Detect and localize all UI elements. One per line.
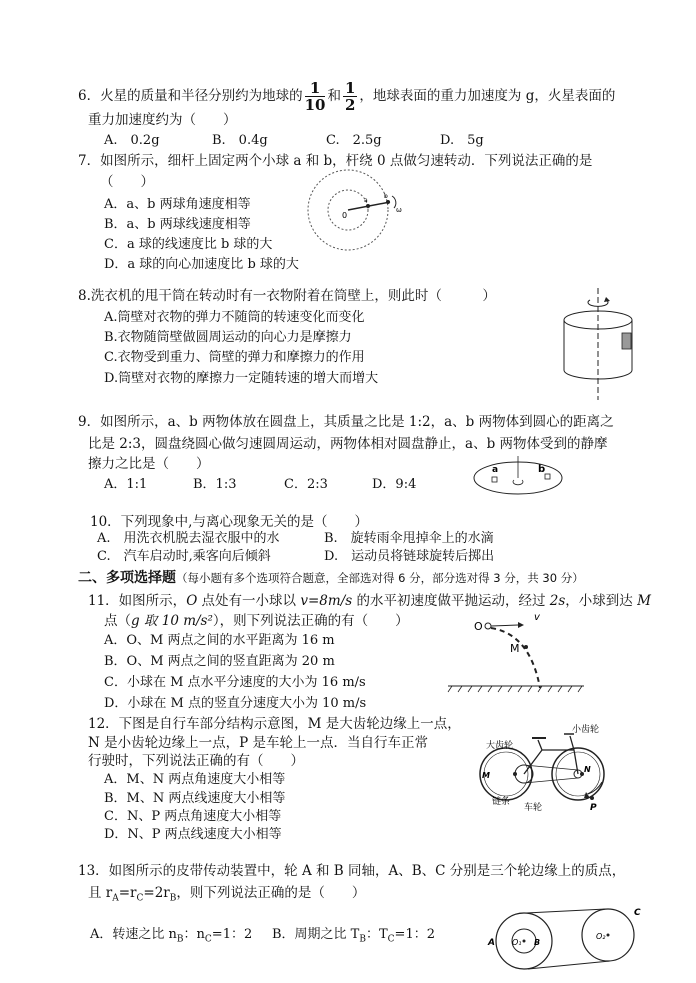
q11-projectile-figure [448, 612, 588, 692]
q8-option-c: C.衣物受到重力、筒壁的弹力和摩擦力的作用 [104, 350, 365, 365]
q7-fig-label-a: a [364, 197, 368, 204]
q12-fig-label-big-gear: 大齿轮 [486, 741, 514, 751]
q7-line1: 7．如图所示，细杆上固定两个小球 a 和 b，杆绕 0 点做匀速转动．下列说法正确的是 [78, 153, 593, 169]
q9-fig-label-a: a [492, 465, 499, 475]
q10-option-b: B. 旋转雨伞甩掉伞上的水滴 [324, 531, 494, 546]
q12-line1: 12．下图是自行车部分结构示意图，M 是大齿轮边缘上一点， [88, 716, 461, 732]
q8-option-b: B.衣物随筒壁做圆周运动的向心力是摩擦力 [104, 330, 352, 345]
q13-fig-label-b: B [534, 938, 541, 947]
q12-option-b: B．M、N 两点线速度大小相等 [104, 791, 286, 806]
q11-fig-label-v: v [534, 612, 540, 623]
q12-fig-label-chain: 链条 [492, 797, 511, 807]
q12-fig-label-p: P [590, 803, 597, 813]
q11-option-d: D．小球在 M 点的竖直分速度大小为 10 m/s [104, 696, 367, 711]
q11-option-a: A．O、M 两点之间的水平距离为 16 m [104, 633, 335, 648]
q11-fig-label-o: O [474, 620, 483, 633]
q7-option-c: C．a 球的线速度比 b 球的大 [104, 237, 273, 252]
q7-option-b: B．a、b 两球线速度相等 [104, 217, 251, 232]
q6-option-c: C. 2.5g [326, 133, 382, 148]
q12-option-d: D．N、P 两点线速度大小相等 [104, 827, 282, 842]
q12-fig-label-wheel: 车轮 [524, 803, 543, 813]
q11-option-c: C．小球在 M 点水平分速度的大小为 16 m/s [104, 675, 366, 690]
q8-washing-drum-figure [560, 288, 650, 403]
q10-option-d: D. 运动员将链球旋转后掷出 [324, 549, 495, 564]
q11-fig-label-m: M [510, 642, 520, 655]
q9-option-b: B．1:3 [193, 477, 237, 492]
q9-disc-figure [470, 450, 570, 500]
q7-option-d: D．a 球的向心加速度比 b 球的大 [104, 257, 299, 272]
q7-option-a: A．a、b 两球角速度相等 [104, 197, 251, 212]
q12-fig-label-m: M [482, 771, 490, 780]
q10-line1: 10．下列现象中,与离心现象无关的是（ ） [90, 514, 368, 530]
q11-line1: 11．如图所示，O 点处有一小球以 v=8m/s 的水平初速度做平抛运动，经过 2s，小球到达 M [88, 593, 651, 609]
q6-text-pre: 6．火星的质量和半径分别约为地球的 [78, 88, 303, 104]
q7-fig-label-o: 0 [342, 211, 348, 220]
q6-option-a: A. 0.2g [104, 133, 160, 148]
q13-belt-drive-figure [488, 905, 648, 977]
q12-option-c: C．N、P 两点角速度大小相等 [104, 809, 282, 824]
q12-line2: N 是小齿轮边缘上一点，P 是车轮上一点．当自行车正常 [88, 735, 428, 751]
q11-line2: 点（g 取 10 m/s²），则下列说法正确的有（ ） [104, 613, 409, 629]
q6-fraction-1: $\frac{1}{10}$ [304, 79, 326, 114]
q6-text-post: ，地球表面的重力加速度为 g，火星表面的 [359, 88, 616, 104]
q9-fig-label-b: b [538, 464, 546, 475]
q7-fig-label-omega: ω [396, 206, 402, 214]
q10-option-c: C. 汽车启动时,乘客向后倾斜 [97, 549, 271, 564]
q13-option-a: A．转速之比 $n_B$：$n_C=1$：2 [90, 927, 253, 945]
q12-fig-label-n: N [584, 765, 591, 774]
q8-line1: 8.洗衣机的甩干筒在转动时有一衣物附着在筒壁上，则此时（ ） [78, 288, 496, 304]
section-note: （每小题有多个选项符合题意，全部选对得 6 分，部分选对得 3 分，共 30 分） [176, 571, 584, 585]
q7-fig-label-b: b [384, 193, 388, 200]
q13-fig-label-c: C [634, 908, 641, 918]
q13-fig-label-o2: O₂ [596, 932, 606, 941]
q9-line3: 擦力之比是（ ） [88, 456, 210, 472]
q13-line1: 13．如图所示的皮带传动装置中，轮 A 和 B 同轴，A、B、C 分别是三个轮边缘上的质点， [78, 863, 626, 879]
q7-rotating-rod-figure [300, 168, 420, 268]
q9-line2: 比是 2:3，圆盘绕圆心做匀速圆周运动，两物体相对圆盘静止，a、b 两物体受到的静摩 [88, 436, 608, 452]
q12-fig-label-small-gear: 小齿轮 [572, 725, 600, 735]
q13-line2: 且 $r_A=r_C=2r_B$，则下列说法正确的是（ ） [88, 885, 366, 904]
q13-fig-label-o1: O₁ [512, 938, 522, 947]
q6-line1: 6．火星的质量和半径分别约为地球的 $\frac{1}{10}$ 和 $\frac{1}{2}$ ，地球表面的重力加速度为 g，火星表面的 [78, 79, 616, 114]
q11-option-b: B．O、M 两点之间的竖直距离为 20 m [104, 654, 335, 669]
q13-option-b: B．周期之比 $T_B$：$T_C=1$：2 [272, 927, 435, 945]
q6-fraction-2: $\frac{1}{2}$ [344, 79, 356, 114]
q9-option-a: A．1:1 [104, 477, 148, 492]
q10-option-a: A. 用洗衣机脱去湿衣服中的水 [97, 531, 280, 546]
q7-line2: （ ） [100, 174, 154, 190]
q13-fig-label-a: A [488, 938, 495, 948]
q8-option-a: A.筒壁对衣物的弹力不随筒的转速变化而变化 [104, 310, 365, 325]
q12-option-a: A．M、N 两点角速度大小相等 [104, 772, 286, 787]
q12-bicycle-figure [478, 722, 613, 814]
q12-line3: 行驶时，下列说法正确的有（ ） [88, 753, 304, 769]
section-multiple-choice-title: 二、多项选择题（每小题有多个选项符合题意，全部选对得 6 分，部分选对得 3 分，共 30 分） [78, 570, 584, 586]
q8-option-d: D.筒壁对衣物的摩擦力一定随转速的增大而增大 [104, 371, 379, 386]
q6-option-d: D. 5g [440, 133, 484, 148]
q6-line2: 重力加速度约为（ ） [88, 112, 237, 128]
q6-option-b: B. 0.4g [212, 133, 268, 148]
q9-option-c: C．2:3 [284, 477, 328, 492]
q9-option-d: D．9:4 [372, 477, 417, 492]
q9-line1: 9．如图所示，a、b 两物体放在圆盘上，其质量之比是 1:2，a、b 两物体到圆心的距离之 [78, 414, 614, 430]
